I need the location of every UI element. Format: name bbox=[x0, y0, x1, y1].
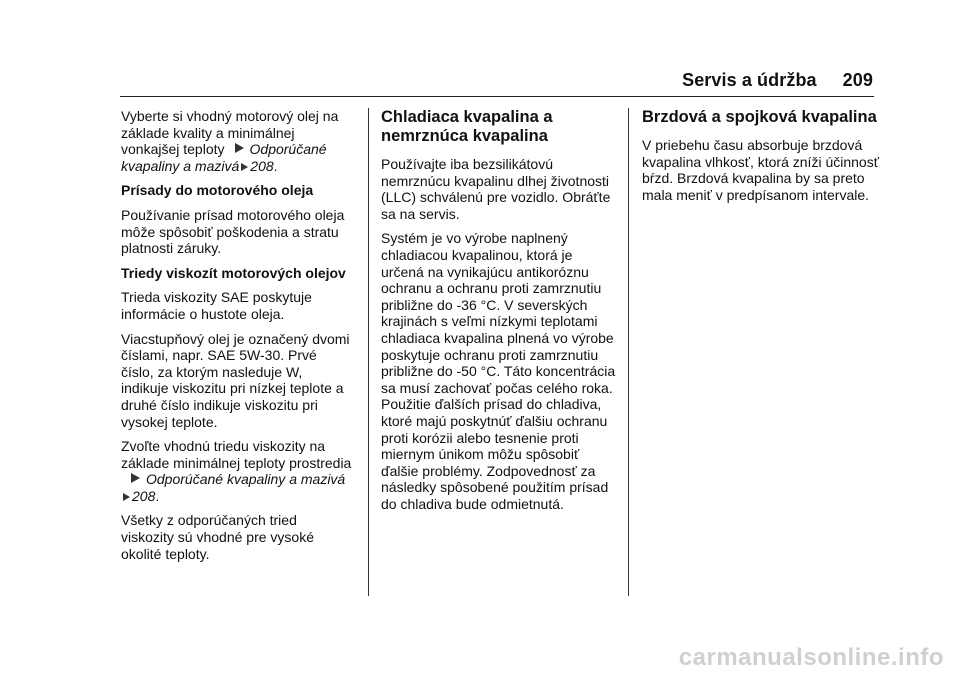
column-divider-2 bbox=[628, 108, 629, 596]
page-reference[interactable]: 208 bbox=[250, 157, 274, 174]
subheading: Prísady do motorového oleja bbox=[121, 182, 314, 199]
paragraph: Používajte iba bezsilikátovú nemrznúcu kvapalinu dlhej životnosti (LLC) schválenú pre vozidlo. Obráťte sa na servis. bbox=[381, 156, 611, 222]
column-2 bbox=[381, 108, 617, 520]
paragraph: Viacstupňový olej je označený dvomi číslami, napr. SAE 5W-30. Prvé číslo, za ktorým nasleduje W, indikuje viskozitu pri nízkej teplote a druhé číslo indikuje viskozitu pri vysokej teplote. bbox=[121, 330, 350, 430]
watermark: carmanualsonline.info bbox=[678, 644, 944, 671]
paragraph: Všetky z odporúčaných tried viskozity sú vhodné pre vysoké okolité teploty. bbox=[121, 512, 314, 562]
paragraph-text: Vyberte si vhodný motorový olej na základe kvality a minimálnej vonkajšej teploty bbox=[121, 108, 339, 158]
column-1 bbox=[121, 108, 353, 570]
section-heading: Brzdová a spojková kvapalina bbox=[642, 108, 877, 126]
page-reference[interactable]: 208 bbox=[132, 487, 156, 504]
column-divider-1 bbox=[368, 108, 369, 596]
column-3 bbox=[642, 108, 880, 211]
page-number: 209 bbox=[842, 70, 873, 90]
cross-reference-link[interactable]: Odporúčané kvapaliny a mazivá bbox=[121, 141, 327, 174]
page-header bbox=[682, 70, 873, 91]
cross-reference-icon bbox=[235, 143, 244, 153]
subheading: Triedy viskozít motorových olejov bbox=[121, 264, 346, 281]
header-rule bbox=[120, 96, 874, 97]
paragraph: Trieda viskozity SAE poskytuje informácie o hustote oleja. bbox=[121, 289, 312, 322]
page-reference-icon bbox=[123, 493, 130, 501]
paragraph: Vyberte si vhodný motorový olej na základe kvality a minimálnej vonkajšej teploty Odporúčané kvapaliny a mazivá 208. bbox=[121, 108, 339, 174]
page-reference-icon bbox=[241, 163, 248, 171]
section-title: Servis a údržba bbox=[682, 70, 817, 90]
cross-reference-icon bbox=[131, 473, 140, 483]
paragraph: Zvoľte vhodnú triedu viskozity na základe minimálnej teploty prostrediaOdporúčané kvapaliny a mazivá208. bbox=[121, 438, 352, 504]
section-heading: Chladiaca kvapalina a nemrznúca kvapalina bbox=[381, 108, 553, 145]
paragraph-text: Zvoľte vhodnú triedu viskozity na základe minimálnej teploty prostredia bbox=[121, 438, 352, 471]
cross-reference-link[interactable]: Odporúčané kvapaliny a mazivá bbox=[146, 471, 346, 488]
paragraph: Systém je vo výrobe naplnený chladiacou kvapalinou, ktorá je určená na vynikajúcu antikoróznu ochranu a ochranu proti zamrznutiu približne do -36 °C. V severských krajinách s veľmi nízkymi teplotami chladiaca kvapalina plnená vo výrobe poskytuje ochranu proti zamrznutiu približne do -50 °C. Táto koncentrácia sa musí zachovať počas celého roka. Použitie ďalších prísad do chladiva, ktoré majú poskytnúť ďalšiu ochranu proti korózii alebo tesnenie proti miernym únikom môžu spôsobiť ďalšie problémy. Zodpovednosť za následky spôsobené použitím prísad do chladiva bude odmietnutá. bbox=[381, 230, 616, 512]
paragraph: V priebehu času absorbuje brzdová kvapalina vlhkosť, ktorá zníži účinnosť bŕzd. Brzdová kvapalina by sa preto mala meniť v predpísanom intervale. bbox=[642, 137, 879, 203]
paragraph: Používanie prísad motorového oleja môže spôsobiť poškodenia a stratu platnosti záruky. bbox=[121, 206, 345, 257]
